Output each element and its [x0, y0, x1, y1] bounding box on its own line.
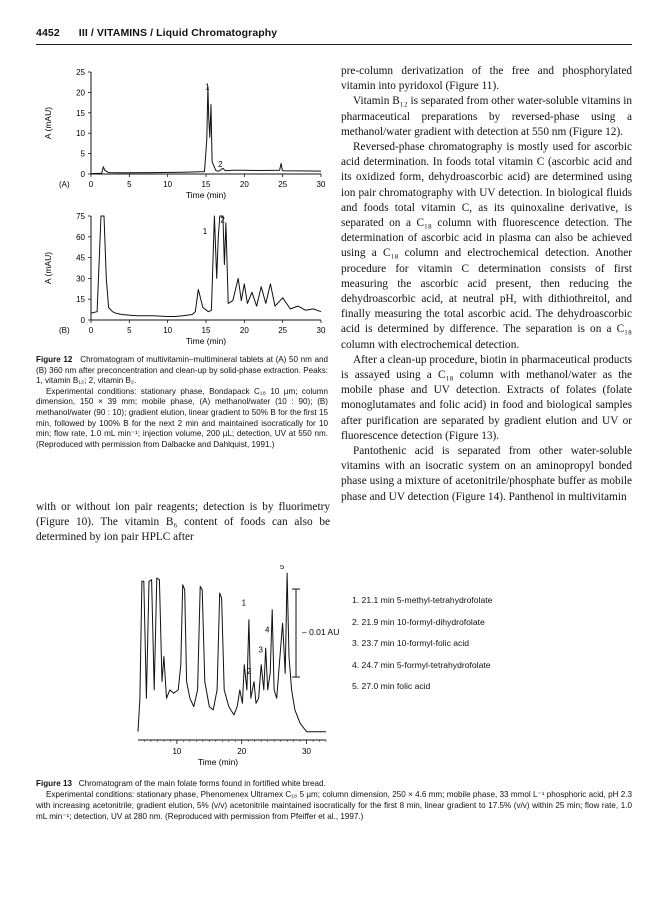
figure-13-legend	[352, 590, 492, 698]
legend-item: 1. 21.1 min 5-methyl-tetrahydrofolate	[352, 595, 493, 605]
peak-label: 4	[264, 625, 270, 635]
peak-label: 1	[241, 598, 247, 608]
x-tick-label: 10	[163, 180, 173, 189]
figure-13-label: Figure 13	[36, 779, 72, 788]
panel-label: (B)	[59, 326, 70, 335]
legend-item: 2. 21.9 min 10-formyl-dihydrofolate	[352, 616, 485, 627]
header-rule	[36, 44, 632, 45]
y-tick-label: 0	[80, 316, 85, 325]
peak-label: 2	[218, 159, 223, 169]
running-header	[36, 27, 277, 39]
x-axis-label: Time (min)	[185, 190, 227, 200]
x-tick-label: 5	[127, 180, 132, 189]
y-axis-label: A (mAU)	[43, 251, 53, 285]
x-tick-label: 30	[302, 747, 312, 756]
figure-12-label: Figure 12	[36, 355, 73, 364]
left-column-body	[36, 500, 330, 546]
legend-item: 3. 23.7 min 10-formyl-folic acid	[352, 638, 470, 648]
x-tick-label: 0	[88, 326, 94, 335]
x-tick-label: 10	[163, 326, 173, 335]
right-paragraph-5: Pantothenic acid is separated from other water-soluble vitamins with an isocratic system on an aminopropyl bonded phase using a mixture of acetonitrile/phosphate buffer as mobile phase and UV detection (Figure 14). Panthenol in multivitamin	[341, 445, 632, 503]
x-axis-label: Time (min)	[197, 757, 239, 767]
left-paragraph-1: with or without ion pair reagents; detection is by fluorimetry (Figure 10). The vitamin B₆ content of foods can also be determined by ion pair HPLC after	[36, 501, 330, 544]
x-tick-label: 30	[316, 326, 326, 335]
legend-item: 4. 24.7 min 5-formyl-tetrahydrofolate	[352, 659, 491, 670]
x-tick-label: 25	[278, 326, 288, 335]
chromatogram-trace	[138, 573, 326, 732]
right-paragraph-4: After a clean-up procedure, biotin in pharmaceutical products is assayed using a C₁₈ column with methanol/water as the mobile phase and UV detection. Extracts of folates (folate monoglutamates and folic acid) in food and biological samples after purification are separated by gradient elution and UV or fluorescence detection (Figure 13).	[341, 353, 632, 442]
x-tick-label: 15	[201, 180, 211, 189]
x-tick-label: 25	[278, 180, 288, 189]
y-tick-label: 0	[80, 170, 85, 179]
peak-label: 2	[246, 667, 252, 677]
right-paragraph-3: Reversed-phase chromatography is mostly used for ascorbic acid determination. In foods total vitamin C (ascorbic acid and its oxidized form, dehydroascorbic acid) are determined using ion pair chromatography with UV detection. In biological fluids and foods total vitamin C, as its quinoxaline derivative, is separated on a C₁₈ column with fluorescence detection. The determination of ascorbic acid in plasma can also be achieved using a C₁₈ column and electrochemical detection. Another procedure for vitamin C determination consists of first measuring the ascorbic acid present, then reducing the dehydroascorbic acid, at neutral pH, with dithiothreitol, and finally measuring the total ascorbic acid. The dehydroascorbic acid is determined by difference. The separation is on a C₁₈ column with electrochemical detection.	[341, 141, 632, 351]
x-tick-label: 30	[316, 180, 326, 189]
figure-12-caption	[36, 355, 328, 450]
panel-label: (A)	[59, 180, 70, 189]
figure-13-caption-text: Chromatogram of the main folate forms found in fortified white bread.	[78, 779, 326, 788]
figure-12-chromatograms	[36, 62, 336, 352]
peak-label: 1	[205, 82, 210, 92]
y-tick-label: 15	[76, 295, 85, 305]
y-tick-label: 20	[76, 88, 85, 98]
figure-13-caption	[36, 778, 632, 822]
figure-13-conditions: Experimental conditions: stationary phase, Phenomenex Ultramex C₁₈ 5 µm; column dimension, 250 × 4.6 mm; mobile phase, 33 mmol L⁻¹ phosphoric acid, pH 2.3 with increasing acetonitrile; gradient elution, 5% (v/v) acetonitrile maintained isocratically for the first 8 min, linear gradient to 17.5% (v/v) within 25 min; flow rate, 1.0 mL min⁻¹; detection, UV at 280 nm. (Reproduced with permission from Pfeiffer et al., 1997.)	[36, 790, 632, 821]
x-tick-label: 10	[172, 747, 182, 756]
y-tick-label: 15	[76, 108, 85, 118]
y-tick-label: 5	[80, 149, 85, 159]
x-tick-label: 20	[239, 326, 249, 335]
figure-12-conditions: Experimental conditions: stationary phase, Bondapack C₁₈ 10 µm; column dimension, 150 × 39 mm; mobile phase, (A) methanol/water (10 : 90); (B) methanol/water (90 : 10); gradient elution, linear gradient to 50% B for the first 15 min, followed by 100% B for the next 2 min and maintained isocratically for 10 min; flow rate, 1.0 mL min⁻¹; injection volume, 200 µL; detection, UV at 550 nm. (Reproduced with permission from Dalbacke and Dahlquist, 1991.)	[36, 386, 328, 449]
peak-label: 5	[279, 565, 285, 571]
right-column-body	[341, 64, 632, 505]
scale-bar-label: – 0.01 AU	[302, 627, 340, 637]
y-tick-label: 30	[76, 274, 85, 284]
y-tick-label: 10	[76, 129, 85, 139]
x-tick-label: 20	[237, 747, 247, 756]
y-tick-label: 25	[76, 68, 85, 77]
y-tick-label: 60	[76, 232, 85, 242]
y-axis-label: A (mAU)	[43, 106, 53, 140]
legend-item: 5. 27.0 min folic acid	[352, 681, 431, 691]
x-tick-label: 20	[239, 180, 249, 189]
y-tick-label: 45	[76, 253, 85, 263]
x-tick-label: 15	[201, 326, 211, 335]
peak-label: 2	[220, 215, 225, 225]
figure-12-caption-text: Chromatogram of multivitamin–multimineral tablets at (A) 50 nm and (B) 360 nm after preconcentration and clean-up by solid-phase extraction. Peaks: 1, vitamin B₁₂; 2, vitamin B₂.	[36, 355, 329, 386]
page-number: 4452	[36, 27, 60, 39]
figure-13-chromatogram	[96, 565, 356, 770]
peak-label: 1	[202, 226, 208, 236]
right-paragraph-1: pre-column derivatization of the free and phosphorylated vitamin into pyridoxol (Figure 11).	[341, 65, 632, 93]
chromatogram-trace	[91, 86, 321, 173]
running-title: III / VITAMINS / Liquid Chromatography	[78, 27, 278, 39]
peak-label: 3	[258, 645, 263, 655]
right-paragraph-2: Vitamin B₁₂ is separated from other water-soluble vitamins in pharmaceutical preparations by reversed-phase using a methanol/water gradient with detection at 550 nm (Figure 12).	[341, 95, 632, 138]
x-tick-label: 0	[88, 180, 94, 189]
x-tick-label: 5	[127, 326, 132, 335]
x-axis-label: Time (min)	[185, 336, 227, 346]
y-tick-label: 75	[76, 212, 85, 221]
